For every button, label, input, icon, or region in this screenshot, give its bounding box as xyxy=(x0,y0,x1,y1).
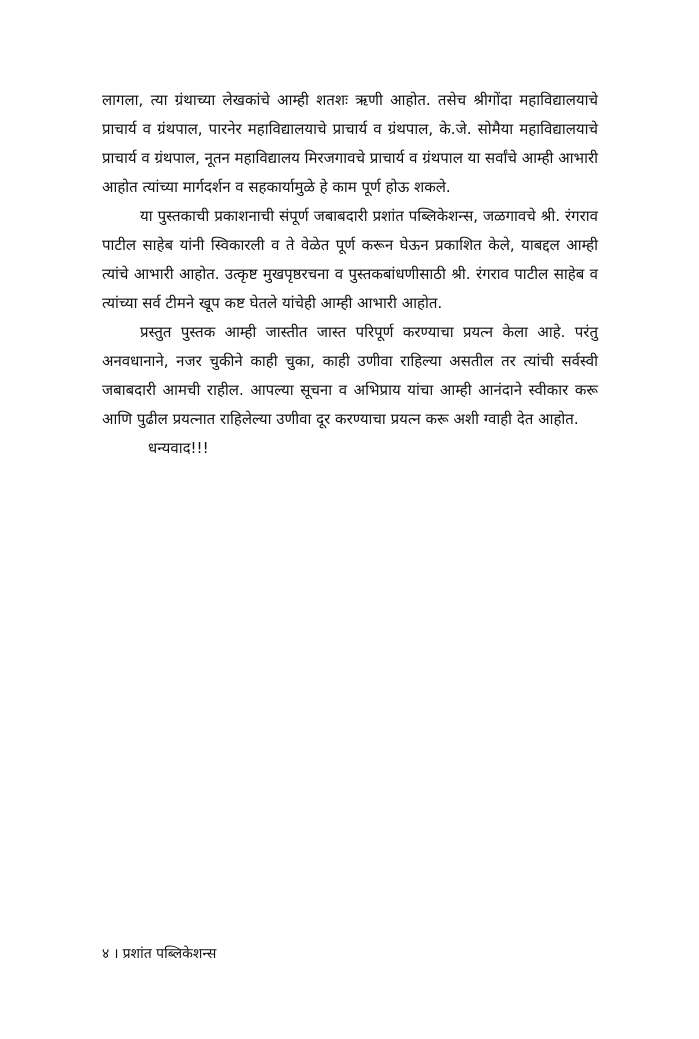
footer-publisher-name: प्रशांत पब्लिकेशन्स xyxy=(122,946,217,962)
page-body xyxy=(102,86,598,463)
closing-thanks: धन्यवाद!!! xyxy=(148,439,209,457)
paragraph-publisher-thanks: या पुस्तकाची प्रकाशनाची संपूर्ण जबाबदारी प्रशांत पब्लिकेशन्स, जळगावचे श्री. रंगराव पाटील साहेब यांनी स्विकारली व ते वेळेत पूर्ण करून घेऊन प्रकाशित केले, याबद्दल आम्ही त्यांचे आभारी आहोत. उत्कृष्ट मुखपृष्ठरचना व पुस्तकबांधणीसाठी श्री. रंगराव पाटील साहेब व त्यांच्या सर्व टीमने खूप कष्ट घेतले यांचेही आम्ही आभारी आहोत. xyxy=(102,207,598,312)
page-number: ४ xyxy=(102,946,110,962)
page-footer xyxy=(102,944,216,964)
footer-separator: । xyxy=(113,946,119,962)
paragraph-acknowledgement-continued: लागला, त्या ग्रंथाच्या लेखकांचे आम्ही शतशः ऋणी आहोत. तसेच श्रीगोंदा महाविद्यालयाचे प्राचार्य व ग्रंथपाल, पारनेर महाविद्यालयाचे प्राचार्य व ग्रंथपाल, के.जे. सोमैया महाविद्यालयाचे प्राचार्य व ग्रंथपाल, नूतन महाविद्यालय मिरजगावचे प्राचार्य व ग्रंथपाल या सर्वांचे आम्ही आभारी आहोत त्यांच्या मार्गदर्शन व सहकार्यामुळे हे काम पूर्ण होऊ शकले. xyxy=(102,91,598,196)
paragraph-errors-disclaimer: प्रस्तुत पुस्तक आम्ही जास्तीत जास्त परिपूर्ण करण्याचा प्रयत्न केला आहे. परंतु अनवधानाने, नजर चुकीने काही चुका, काही उणीवा राहिल्या असतील तर त्यांची सर्वस्वी जबाबदारी आमची राहील. आपल्या सूचना व अभिप्राय यांचा आम्ही आनंदाने स्वीकार करू आणि पुढील प्रयत्नात राहिलेल्या उणीवा दूर करण्याचा प्रयत्न करू अशी ग्वाही देत आहोत. xyxy=(102,323,598,428)
